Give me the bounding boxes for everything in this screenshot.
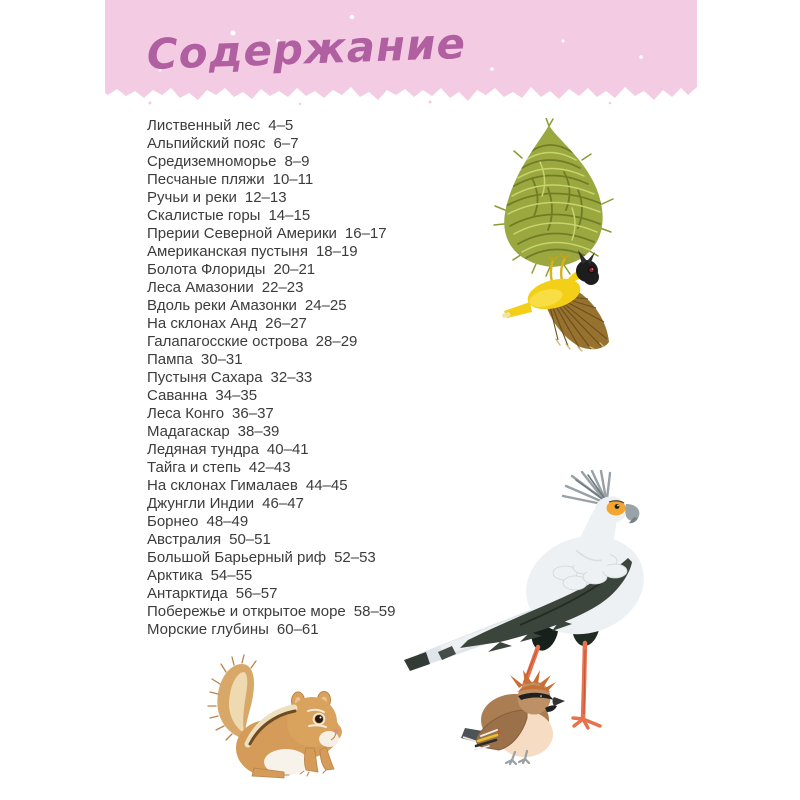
toc-item (147, 477, 396, 495)
toc-item-pages: 38–39 (237, 423, 280, 440)
toc-item-pages: 26–27 (265, 315, 307, 332)
toc-item-label: Джунгли Индии (147, 495, 255, 512)
toc-item-pages: 32–33 (270, 369, 313, 386)
toc-item-pages: 28–29 (315, 333, 358, 350)
toc-item (147, 225, 396, 243)
toc-item-label: Саванна (147, 387, 208, 404)
toc-item (147, 531, 396, 549)
toc-item (147, 297, 396, 315)
toc-item-label: Борнео (147, 513, 199, 530)
toc-item-pages: 18–19 (315, 243, 358, 260)
toc-item (147, 369, 396, 387)
toc-item-label: Тайга и степь (147, 459, 241, 476)
toc-item-pages: 60–61 (276, 621, 319, 638)
toc-item (147, 405, 396, 423)
toc-item-label: Ручьи и реки (147, 189, 237, 206)
page-title: Содержание (146, 18, 467, 79)
toc-item (147, 567, 396, 585)
toc-item-pages: 46–47 (262, 495, 304, 512)
toc-item-pages: 16–17 (344, 225, 387, 242)
toc-item-pages: 24–25 (304, 297, 347, 314)
eye (315, 715, 323, 723)
band-flecks (149, 101, 612, 106)
toc-item-pages: 34–35 (215, 387, 258, 404)
toc-item (147, 135, 396, 153)
toc-item (147, 261, 396, 279)
toc-item (147, 495, 396, 513)
toc-item-label: Болота Флориды (147, 261, 266, 278)
toc-item (147, 279, 396, 297)
toc-item (147, 603, 396, 621)
toc-item-label: Большой Барьерный риф (147, 549, 327, 566)
toc-item (147, 585, 396, 603)
beak (553, 697, 566, 706)
eye (615, 504, 620, 509)
toc-item-label: Ледяная тундра (147, 441, 259, 458)
toc-item (147, 171, 396, 189)
toc-item-pages: 52–53 (334, 549, 376, 566)
toc-item (147, 423, 396, 441)
toc-item-label: Морские глубины (147, 621, 269, 638)
toc-item-label: Лиственный лес (147, 117, 261, 134)
toc-item-pages: 4–5 (268, 117, 294, 134)
waxwing-illustration (455, 668, 595, 793)
crest (510, 670, 556, 692)
nose (334, 729, 339, 733)
toc-item-label: Пампа (147, 351, 193, 368)
toc-item-pages: 6–7 (273, 135, 299, 152)
toc-item (147, 621, 396, 639)
toc-item-pages: 48–49 (206, 513, 249, 530)
toc-item (147, 243, 396, 261)
weaver-eye (589, 267, 595, 273)
toc-item (147, 459, 396, 477)
toc-item (147, 315, 396, 333)
toc-item (147, 117, 396, 135)
toc-item-label: Пустыня Сахара (147, 369, 263, 386)
toc-item-pages: 56–57 (235, 585, 278, 602)
toc-item-pages: 58–59 (353, 603, 396, 620)
toc-item-label: Арктика (147, 567, 203, 584)
toc-item-label: На склонах Анд (147, 315, 258, 332)
toc-item-label: Мадагаскар (147, 423, 230, 440)
toc-item-pages: 10–11 (272, 171, 314, 188)
toc-item-pages: 20–21 (273, 261, 316, 278)
toc-item-pages: 50–51 (229, 531, 271, 548)
toc-item-label: На склонах Гималаев (147, 477, 298, 494)
toc-item-label: Побережье и открытое море (147, 603, 346, 620)
toc-item (147, 333, 396, 351)
toc-item-pages: 8–9 (284, 153, 310, 170)
toc-item-pages: 54–55 (210, 567, 253, 584)
toc-item-label: Антарктида (147, 585, 228, 602)
toc-item-label: Американская пустыня (147, 243, 308, 260)
toc-item-label: Песчаные пляжи (147, 171, 265, 188)
toc-item-label: Леса Конго (147, 405, 225, 422)
toc-item-pages: 12–13 (244, 189, 287, 206)
toc-item (147, 549, 396, 567)
toc-item-pages: 44–45 (305, 477, 348, 494)
toc-item (147, 207, 396, 225)
toc-item-pages: 14–15 (268, 207, 311, 224)
toc-item-pages: 22–23 (261, 279, 304, 296)
toc-item-label: Альпийский пояс (147, 135, 266, 152)
toc-item (147, 387, 396, 405)
toc-item-label: Средиземноморье (147, 153, 277, 170)
toc-item (147, 441, 396, 459)
chipmunk-illustration (188, 652, 378, 797)
toc-item-label: Скалистые горы (147, 207, 261, 224)
toc-item-label: Вдоль реки Амазонки (147, 297, 297, 314)
toc-item-pages: 30–31 (200, 351, 243, 368)
toc-item (147, 351, 396, 369)
toc-item (147, 513, 396, 531)
toc-item-pages: 40–41 (266, 441, 309, 458)
toc-item (147, 153, 396, 171)
table-of-contents (147, 117, 396, 639)
woven-nest (504, 125, 602, 267)
weaver-bird-illustration (492, 118, 652, 353)
toc-item (147, 189, 396, 207)
toc-item-label: Леса Амазонии (147, 279, 254, 296)
toc-item-label: Галапагосские острова (147, 333, 308, 350)
toc-item-label: Прерии Северной Америки (147, 225, 337, 242)
toc-item-label: Австралия (147, 531, 222, 548)
toc-item-pages: 42–43 (248, 459, 291, 476)
toc-item-pages: 36–37 (232, 405, 274, 422)
